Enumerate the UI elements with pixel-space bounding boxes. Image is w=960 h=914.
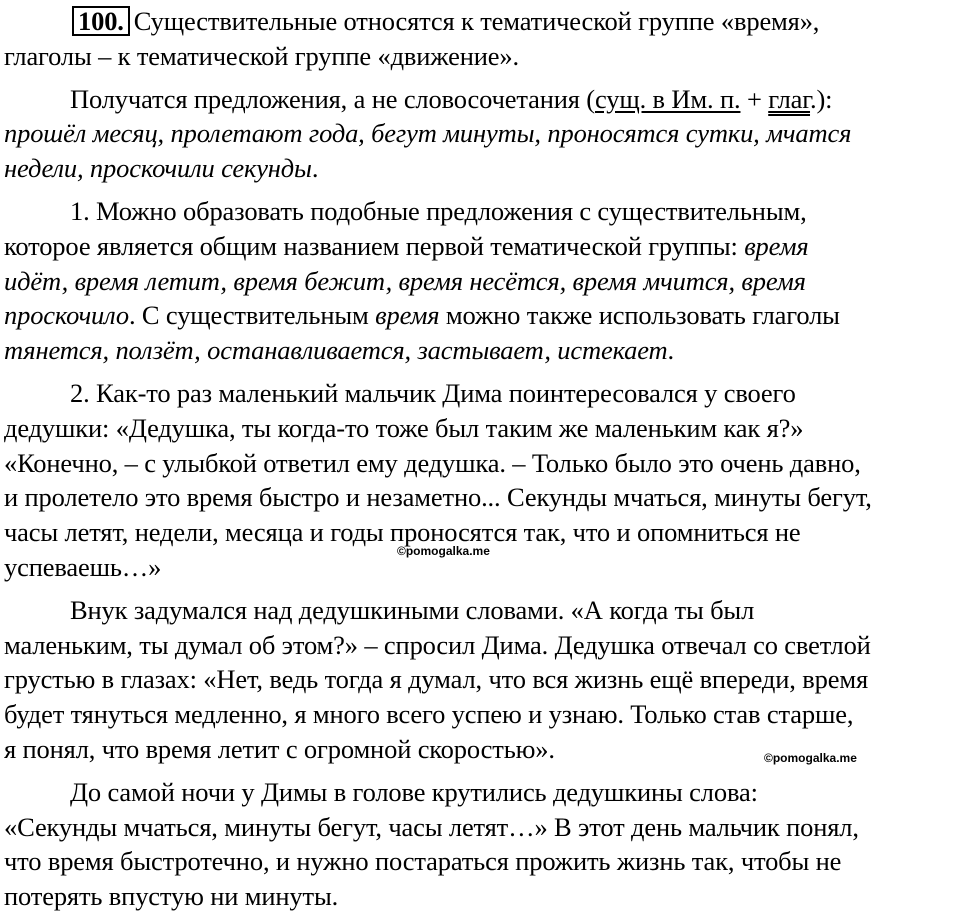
watermark-1: ©pomogalka.me <box>397 544 490 558</box>
paragraph-2 <box>4 82 956 186</box>
p4-line-3: «Конечно, – с улыбкой ответил ему дедушка. – Только было это очень давно, <box>4 447 861 478</box>
p3-line-3i: идёт, время летит, время бежит, время несётся, время мчится, время <box>4 265 806 296</box>
p2-italic-line-2: недели, проскочили секунды <box>4 153 312 184</box>
p3-line-1: 1. Можно образовать подобные предложения с существительным, <box>70 195 807 226</box>
p5-line-3: грустью в глазах: «Нет, ведь тогда я думал, что вся жизнь ещё впереди, время <box>4 664 868 695</box>
intro-line-2: глаголы – к тематической группе «движение». <box>4 40 519 71</box>
p3-line-4i2: время <box>375 300 440 331</box>
p2-text-b: .): <box>810 83 833 114</box>
paragraph-intro <box>4 4 956 74</box>
p2-dot: . <box>311 153 319 184</box>
p5-line-2: маленьким, ты думал об этом?» – спросил Дима. Дедушка отвечал со светлой <box>4 629 871 660</box>
paragraph-6 <box>4 775 956 914</box>
p6-line-2: «Секунды мчаться, минуты бегут, часы летят…» В этот день мальчик понял, <box>4 811 859 842</box>
p3-line-4b: можно также использовать глаголы <box>439 300 840 331</box>
paragraph-3 <box>4 194 956 368</box>
p4-line-5: часы летят, недели, месяца и годы проносятся так, что и опомниться не <box>4 517 801 548</box>
p5-line-1: Внук задумался над дедушкиными словами. «А когда ты был <box>70 594 755 625</box>
p2-plus: + <box>740 83 769 114</box>
document-page <box>4 4 956 914</box>
underlined-noun: сущ. в Им. п. <box>594 83 741 114</box>
p2-text-a: Получатся предложения, а не словосочетания ( <box>70 83 595 114</box>
watermark-2: ©pomogalka.me <box>764 751 857 765</box>
p4-line-1: 2. Как-то раз маленький мальчик Дима поинтересовался у своего <box>70 377 796 408</box>
p5-line-5: я понял, что время летит с огромной скоростью». <box>4 733 555 764</box>
p3-line-5dot: . <box>667 335 675 366</box>
p5-line-4: будет тянуться медленно, я много всего успею и узнаю. Только став старше, <box>4 699 854 730</box>
p6-line-4: потерять впустую ни минуты. <box>4 881 339 912</box>
p4-line-4: и пролетело это время быстро и незаметно... Секунды мчаться, минуты бегут, <box>4 482 872 513</box>
p4-line-2: дедушки: «Дедушка, ты когда-то тоже был таким же маленьким как я?» <box>4 412 804 443</box>
p6-line-3: что время быстротечно, и нужно постараться прожить жизнь так, чтобы не <box>4 846 842 877</box>
p4-line-6: успеваешь…» <box>4 551 162 582</box>
intro-line-1: Существительные относятся к тематической группе «время», <box>133 6 820 36</box>
double-underlined-verb: глаг <box>768 83 811 114</box>
p3-line-2i: время <box>744 230 809 261</box>
p3-line-5i: тянется, ползёт, останавливается, застывает, истекает <box>4 335 668 366</box>
exercise-number: 100. <box>72 6 130 36</box>
p6-line-1: До самой ночи у Димы в голове крутились дедушкины слова: <box>70 776 758 807</box>
p3-line-4a: . С существительным <box>128 300 376 331</box>
paragraph-5 <box>4 593 956 767</box>
p3-line-4i: проскочило <box>4 300 129 331</box>
p2-italic-line-1: прошёл месяц, пролетают года, бегут минуты, проносятся сутки, мчатся <box>4 118 852 149</box>
p3-line-2a: которое является общим названием первой тематической группы: <box>4 230 745 261</box>
